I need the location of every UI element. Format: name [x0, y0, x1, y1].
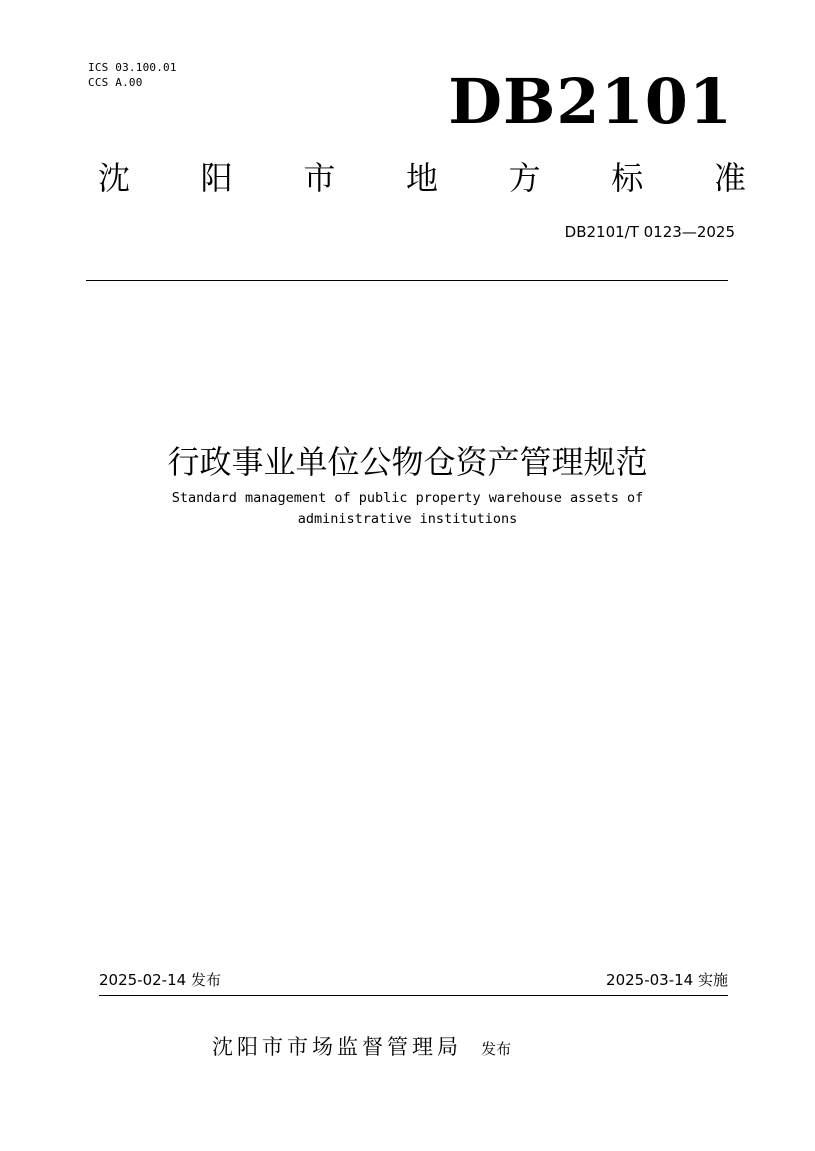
- header-divider: [86, 280, 728, 281]
- standard-type-char: 沈: [98, 159, 131, 197]
- issue-label: 发布: [481, 1040, 512, 1058]
- dates-row: [99, 968, 728, 992]
- standard-type-char: 市: [303, 159, 336, 197]
- ccs-code: CCS A.00: [88, 76, 143, 89]
- document-title-english: [0, 488, 815, 530]
- english-title-line: Standard management of public property warehouse assets of: [171, 490, 644, 506]
- issuer-line: [212, 1032, 511, 1064]
- publish-date: 2025-02-14 发布: [99, 971, 221, 989]
- standard-type-char: 地: [405, 159, 438, 197]
- standard-number: DB2101/T 0123—2025: [564, 223, 735, 241]
- ics-code: ICS 03.100.01: [88, 61, 177, 74]
- english-title-line: administrative institutions: [297, 511, 518, 527]
- document-title-chinese: 行政事业单位公物仓资产管理规范: [167, 443, 648, 481]
- standard-type-char: 阳: [200, 159, 233, 197]
- standard-code-logo: DB2101: [448, 65, 733, 138]
- standard-type-heading: [98, 158, 746, 198]
- standard-type-char: 方: [508, 159, 541, 197]
- issuing-authority: 沈阳市市场监督管理局: [212, 1035, 462, 1059]
- standard-type-char: 标: [611, 159, 644, 197]
- implement-date: 2025-03-14 实施: [606, 971, 728, 989]
- classification-codes: [88, 60, 177, 90]
- footer-divider: [99, 995, 728, 996]
- standard-type-char: 准: [713, 159, 746, 197]
